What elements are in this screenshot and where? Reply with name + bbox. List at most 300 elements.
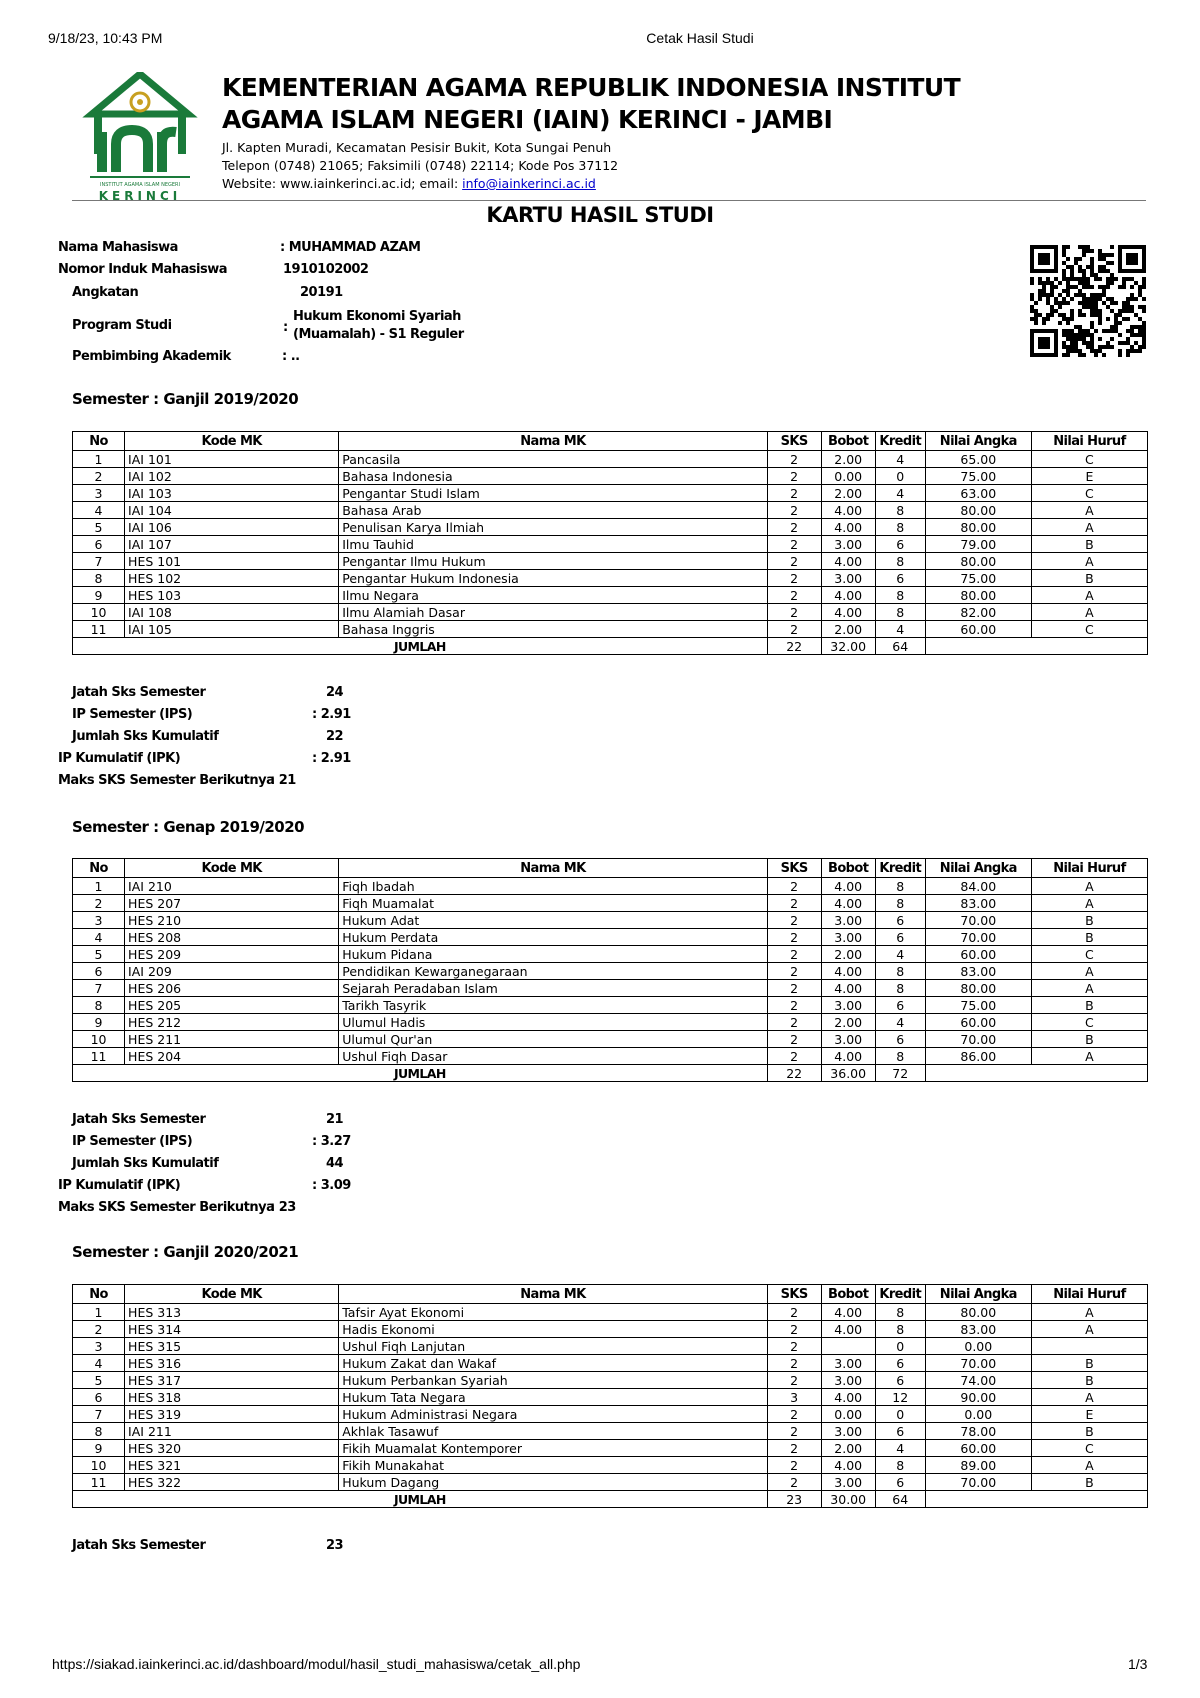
- table-cell: Ilmu Alamiah Dasar: [339, 604, 767, 621]
- table-cell: HES 211: [125, 1031, 339, 1048]
- column-header: Kode MK: [125, 859, 339, 878]
- table-cell: 5: [73, 946, 125, 963]
- table-cell: HES 210: [125, 912, 339, 929]
- table-row: [73, 587, 1148, 604]
- summary-label-maks: Maks SKS Semester Berikutnya: [58, 773, 275, 788]
- website-prefix: Website: www.iainkerinci.ac.id; email:: [222, 176, 463, 191]
- column-header: Kredit: [875, 1285, 925, 1304]
- table-row: [73, 519, 1148, 536]
- column-header: SKS: [767, 859, 821, 878]
- footer-url: https://siakad.iainkerinci.ac.id/dashboard/modul/hasil_studi_mahasiswa/cetak_all.php: [52, 1656, 581, 1672]
- table-cell: Hukum Perdata: [339, 929, 767, 946]
- table-header-row: [73, 859, 1148, 878]
- table-cell: 8: [875, 895, 925, 912]
- table-cell: 8: [875, 502, 925, 519]
- table-cell: A: [1031, 1389, 1147, 1406]
- table-cell: Hukum Tata Negara: [339, 1389, 767, 1406]
- summary-value-ipk: : 2.91: [312, 751, 351, 766]
- email-link[interactable]: info@iainkerinci.ac.id: [462, 176, 596, 191]
- table-cell: 6: [875, 570, 925, 587]
- table-cell: C: [1031, 451, 1147, 468]
- table-cell: IAI 102: [125, 468, 339, 485]
- table-cell: 4: [73, 502, 125, 519]
- table-cell: Fiqh Muamalat: [339, 895, 767, 912]
- table-cell: 2: [767, 604, 821, 621]
- table-cell: 4.00: [821, 980, 875, 997]
- table-cell: 4.00: [821, 895, 875, 912]
- table-cell: Hukum Perbankan Syariah: [339, 1372, 767, 1389]
- table-cell: 6: [875, 997, 925, 1014]
- table-cell: 2: [767, 963, 821, 980]
- table-cell: HES 313: [125, 1304, 339, 1321]
- table-cell: 3: [73, 485, 125, 502]
- institution-logo: [80, 72, 200, 204]
- table-cell: A: [1031, 878, 1147, 895]
- table-cell: Ushul Fiqh Dasar: [339, 1048, 767, 1065]
- table-cell: B: [1031, 536, 1147, 553]
- table-row: [73, 1474, 1148, 1491]
- total-bobot: 32.00: [821, 638, 875, 655]
- table-cell: 8: [875, 519, 925, 536]
- summary-label-jumlah_sks: Jumlah Sks Kumulatif: [72, 1156, 219, 1171]
- table-cell: B: [1031, 997, 1147, 1014]
- total-kredit: 64: [875, 1491, 925, 1508]
- table-cell: 7: [73, 980, 125, 997]
- table-cell: 2.00: [821, 1440, 875, 1457]
- table-cell: 80.00: [925, 587, 1031, 604]
- table-cell: 2: [767, 946, 821, 963]
- table-cell: HES 320: [125, 1440, 339, 1457]
- table-cell: 2: [767, 621, 821, 638]
- table-cell: 2: [767, 570, 821, 587]
- table-cell: A: [1031, 1457, 1147, 1474]
- table-cell: 8: [875, 878, 925, 895]
- table-cell: 4: [875, 451, 925, 468]
- total-empty-cell: [925, 1065, 1147, 1082]
- table-cell: 83.00: [925, 963, 1031, 980]
- table-cell: 2.00: [821, 485, 875, 502]
- column-header: Nilai Angka: [925, 859, 1031, 878]
- table-row: [73, 980, 1148, 997]
- table-cell: 8: [875, 1321, 925, 1338]
- table-cell: B: [1031, 1031, 1147, 1048]
- institution-website: [222, 176, 596, 191]
- table-cell: 8: [875, 963, 925, 980]
- logo-kerinci-text: KERINCI: [98, 189, 182, 203]
- table-total-row: [73, 638, 1148, 655]
- table-cell: Hukum Adat: [339, 912, 767, 929]
- table-cell: Hukum Administrasi Negara: [339, 1406, 767, 1423]
- summary-label-maks: Maks SKS Semester Berikutnya: [58, 1200, 275, 1215]
- table-cell: 80.00: [925, 1304, 1031, 1321]
- table-cell: 90.00: [925, 1389, 1031, 1406]
- table-row: [73, 621, 1148, 638]
- nim-label: Nomor Induk Mahasiswa: [58, 262, 227, 277]
- table-cell: 6: [875, 1474, 925, 1491]
- table-cell: Ilmu Negara: [339, 587, 767, 604]
- column-header: Bobot: [821, 859, 875, 878]
- table-cell: HES 207: [125, 895, 339, 912]
- table-cell: 2.00: [821, 621, 875, 638]
- total-sks: 22: [767, 1065, 821, 1082]
- table-cell: 4.00: [821, 1321, 875, 1338]
- table-row: [73, 895, 1148, 912]
- table-cell: A: [1031, 895, 1147, 912]
- table-cell: E: [1031, 1406, 1147, 1423]
- table-cell: C: [1031, 1014, 1147, 1031]
- table-cell: 70.00: [925, 912, 1031, 929]
- table-row: [73, 997, 1148, 1014]
- table-cell: 2: [767, 1304, 821, 1321]
- table-cell: Hukum Zakat dan Wakaf: [339, 1355, 767, 1372]
- table-cell: Akhlak Tasawuf: [339, 1423, 767, 1440]
- header-divider: [72, 200, 1146, 201]
- table-cell: 80.00: [925, 519, 1031, 536]
- table-cell: 3: [73, 912, 125, 929]
- table-cell: Pendidikan Kewarganegaraan: [339, 963, 767, 980]
- table-cell: A: [1031, 604, 1147, 621]
- table-cell: 2: [767, 587, 821, 604]
- nim-value: 1910102002: [283, 262, 369, 277]
- table-cell: 75.00: [925, 468, 1031, 485]
- table-row: [73, 929, 1148, 946]
- table-cell: 86.00: [925, 1048, 1031, 1065]
- table-cell: 4.00: [821, 502, 875, 519]
- table-cell: 8: [875, 587, 925, 604]
- table-cell: 4: [875, 485, 925, 502]
- table-cell: 2: [767, 451, 821, 468]
- table-cell: B: [1031, 929, 1147, 946]
- pa-label: Pembimbing Akademik: [72, 349, 231, 364]
- table-cell: 6: [73, 963, 125, 980]
- grades-table: [72, 858, 1148, 1082]
- total-bobot: 36.00: [821, 1065, 875, 1082]
- table-cell: HES 321: [125, 1457, 339, 1474]
- table-cell: HES 101: [125, 553, 339, 570]
- table-cell: 3.00: [821, 1355, 875, 1372]
- table-header-row: [73, 432, 1148, 451]
- table-cell: E: [1031, 468, 1147, 485]
- table-cell: A: [1031, 1321, 1147, 1338]
- column-header: Bobot: [821, 1285, 875, 1304]
- summary-value-ipk: : 3.09: [312, 1178, 351, 1193]
- prodi-value-line1: Hukum Ekonomi Syariah: [293, 309, 461, 324]
- prodi-label: Program Studi: [72, 318, 172, 333]
- table-cell: 2: [767, 1321, 821, 1338]
- logo-small-text: INSTITUT AGAMA ISLAM NEGERI: [100, 182, 180, 188]
- table-cell: 63.00: [925, 485, 1031, 502]
- table-cell: Ulumul Qur'an: [339, 1031, 767, 1048]
- table-cell: Bahasa Indonesia: [339, 468, 767, 485]
- table-cell: HES 102: [125, 570, 339, 587]
- table-cell: 60.00: [925, 1440, 1031, 1457]
- table-cell: HES 319: [125, 1406, 339, 1423]
- table-cell: 2: [767, 1048, 821, 1065]
- table-cell: 2: [767, 878, 821, 895]
- column-header: Kredit: [875, 859, 925, 878]
- table-cell: 3.00: [821, 997, 875, 1014]
- table-cell: 70.00: [925, 1474, 1031, 1491]
- table-cell: 2: [767, 1406, 821, 1423]
- summary-value-jumlah_sks: 22: [326, 729, 344, 744]
- institution-contact: Telepon (0748) 21065; Faksimili (0748) 22114; Kode Pos 37112: [222, 158, 619, 173]
- table-cell: IAI 210: [125, 878, 339, 895]
- table-cell: 4.00: [821, 1048, 875, 1065]
- table-cell: 3.00: [821, 1474, 875, 1491]
- institution-address: Jl. Kapten Muradi, Kecamatan Pesisir Bukit, Kota Sungai Penuh: [222, 140, 612, 155]
- column-header: Kode MK: [125, 1285, 339, 1304]
- table-cell: Hadis Ekonomi: [339, 1321, 767, 1338]
- jumlah-label: JUMLAH: [73, 1065, 768, 1082]
- angkatan-label: Angkatan: [72, 285, 139, 300]
- table-row: [73, 1440, 1148, 1457]
- table-cell: 10: [73, 1031, 125, 1048]
- table-cell: A: [1031, 980, 1147, 997]
- table-cell: HES 206: [125, 980, 339, 997]
- table-cell: 60.00: [925, 946, 1031, 963]
- table-cell: 6: [875, 536, 925, 553]
- table-cell: Bahasa Arab: [339, 502, 767, 519]
- summary-value-jatah: 23: [326, 1538, 344, 1553]
- table-cell: 8: [875, 1457, 925, 1474]
- total-kredit: 64: [875, 638, 925, 655]
- table-cell: A: [1031, 587, 1147, 604]
- table-cell: HES 314: [125, 1321, 339, 1338]
- table-row: [73, 1372, 1148, 1389]
- table-row: [73, 1457, 1148, 1474]
- table-cell: 2: [767, 1338, 821, 1355]
- table-cell: C: [1031, 1440, 1147, 1457]
- semester-title: Semester : Ganjil 2019/2020: [72, 390, 299, 408]
- table-row: [73, 1423, 1148, 1440]
- table-cell: 6: [875, 1372, 925, 1389]
- pa-value: : ..: [282, 349, 300, 364]
- table-row: [73, 1389, 1148, 1406]
- table-cell: 75.00: [925, 997, 1031, 1014]
- grades-table: [72, 1284, 1148, 1508]
- table-cell: 2: [767, 1457, 821, 1474]
- column-header: Nama MK: [339, 1285, 767, 1304]
- table-cell: 11: [73, 1474, 125, 1491]
- table-cell: Penulisan Karya Ilmiah: [339, 519, 767, 536]
- prodi-colon: :: [283, 320, 288, 335]
- semester-title: Semester : Genap 2019/2020: [72, 818, 305, 836]
- table-cell: 2: [767, 929, 821, 946]
- name-label: Nama Mahasiswa: [58, 240, 178, 255]
- table-cell: IAI 101: [125, 451, 339, 468]
- column-header: Nilai Angka: [925, 432, 1031, 451]
- table-cell: C: [1031, 485, 1147, 502]
- document-title: KARTU HASIL STUDI: [486, 203, 714, 227]
- table-cell: 12: [875, 1389, 925, 1406]
- table-cell: A: [1031, 502, 1147, 519]
- table-row: [73, 502, 1148, 519]
- table-cell: 10: [73, 604, 125, 621]
- table-cell: B: [1031, 1474, 1147, 1491]
- summary-value-maks: : 21: [270, 773, 296, 788]
- table-cell: HES 208: [125, 929, 339, 946]
- table-row: [73, 1014, 1148, 1031]
- table-cell: 0.00: [925, 1338, 1031, 1355]
- table-cell: IAI 106: [125, 519, 339, 536]
- table-cell: 6: [73, 536, 125, 553]
- column-header: No: [73, 432, 125, 451]
- summary-label-jumlah_sks: Jumlah Sks Kumulatif: [72, 729, 219, 744]
- table-cell: 0: [875, 1406, 925, 1423]
- table-cell: 3: [73, 1338, 125, 1355]
- table-row: [73, 536, 1148, 553]
- table-row: [73, 1338, 1148, 1355]
- table-cell: 1: [73, 878, 125, 895]
- table-cell: 78.00: [925, 1423, 1031, 1440]
- table-cell: 0.00: [925, 1406, 1031, 1423]
- table-row: [73, 1321, 1148, 1338]
- table-cell: 2: [767, 1372, 821, 1389]
- table-cell: 0: [875, 468, 925, 485]
- table-cell: 5: [73, 1372, 125, 1389]
- table-cell: HES 204: [125, 1048, 339, 1065]
- table-cell: 5: [73, 519, 125, 536]
- table-cell: 74.00: [925, 1372, 1031, 1389]
- table-cell: 2: [767, 1474, 821, 1491]
- total-sks: 22: [767, 638, 821, 655]
- table-cell: 6: [875, 1423, 925, 1440]
- table-cell: Pengantar Ilmu Hukum: [339, 553, 767, 570]
- column-header: No: [73, 859, 125, 878]
- table-cell: HES 315: [125, 1338, 339, 1355]
- jumlah-label: JUMLAH: [73, 1491, 768, 1508]
- table-cell: 8: [73, 570, 125, 587]
- table-cell: 60.00: [925, 1014, 1031, 1031]
- table-row: [73, 485, 1148, 502]
- column-header: SKS: [767, 1285, 821, 1304]
- table-cell: 9: [73, 1440, 125, 1457]
- table-cell: 83.00: [925, 1321, 1031, 1338]
- summary-label-ipk: IP Kumulatif (IPK): [58, 751, 181, 766]
- table-cell: 0: [875, 1338, 925, 1355]
- table-cell: Pengantar Hukum Indonesia: [339, 570, 767, 587]
- summary-label-jatah: Jatah Sks Semester: [72, 1538, 206, 1553]
- column-header: Nama MK: [339, 432, 767, 451]
- table-cell: HES 317: [125, 1372, 339, 1389]
- table-cell: 75.00: [925, 570, 1031, 587]
- table-cell: 2: [73, 1321, 125, 1338]
- table-row: [73, 451, 1148, 468]
- table-cell: Tarikh Tasyrik: [339, 997, 767, 1014]
- column-header: Nilai Huruf: [1031, 859, 1147, 878]
- total-kredit: 72: [875, 1065, 925, 1082]
- table-cell: 4.00: [821, 1457, 875, 1474]
- table-cell: 2: [767, 980, 821, 997]
- table-cell: A: [1031, 963, 1147, 980]
- table-cell: 80.00: [925, 553, 1031, 570]
- column-header: Nilai Huruf: [1031, 1285, 1147, 1304]
- table-row: [73, 1304, 1148, 1321]
- column-header: SKS: [767, 432, 821, 451]
- table-cell: 82.00: [925, 604, 1031, 621]
- table-cell: Sejarah Peradaban Islam: [339, 980, 767, 997]
- table-cell: Tafsir Ayat Ekonomi: [339, 1304, 767, 1321]
- table-cell: HES 316: [125, 1355, 339, 1372]
- table-cell: 8: [875, 553, 925, 570]
- table-cell: 2: [767, 1014, 821, 1031]
- column-header: Nilai Angka: [925, 1285, 1031, 1304]
- table-cell: 2: [767, 1440, 821, 1457]
- table-cell: 1: [73, 1304, 125, 1321]
- table-cell: 10: [73, 1457, 125, 1474]
- table-cell: 4: [875, 621, 925, 638]
- table-row: [73, 946, 1148, 963]
- table-row: [73, 604, 1148, 621]
- table-cell: 2: [767, 485, 821, 502]
- total-bobot: 30.00: [821, 1491, 875, 1508]
- table-cell: 6: [875, 1355, 925, 1372]
- table-cell: 2.00: [821, 1014, 875, 1031]
- print-datetime: 9/18/23, 10:43 PM: [48, 30, 163, 46]
- table-cell: IAI 103: [125, 485, 339, 502]
- table-cell: Pengantar Studi Islam: [339, 485, 767, 502]
- total-empty-cell: [925, 638, 1147, 655]
- table-row: [73, 468, 1148, 485]
- print-title-text: Cetak Hasil Studi: [646, 30, 754, 46]
- summary-value-jumlah_sks: 44: [326, 1156, 344, 1171]
- table-cell: 84.00: [925, 878, 1031, 895]
- table-cell: 2: [767, 536, 821, 553]
- table-cell: 60.00: [925, 621, 1031, 638]
- table-row: [73, 963, 1148, 980]
- column-header: Bobot: [821, 432, 875, 451]
- table-cell: 4.00: [821, 963, 875, 980]
- table-cell: 2: [767, 502, 821, 519]
- table-cell: 2: [767, 468, 821, 485]
- table-cell: 2: [767, 895, 821, 912]
- table-cell: 2: [73, 468, 125, 485]
- institution-name-line2: AGAMA ISLAM NEGERI (IAIN) KERINCI - JAMBI: [222, 105, 833, 134]
- summary-value-ips: : 2.91: [312, 707, 351, 722]
- table-cell: Ushul Fiqh Lanjutan: [339, 1338, 767, 1355]
- table-row: [73, 553, 1148, 570]
- summary-value-maks: : 23: [270, 1200, 296, 1215]
- table-cell: 6: [73, 1389, 125, 1406]
- table-cell: 8: [875, 1304, 925, 1321]
- table-cell: 80.00: [925, 980, 1031, 997]
- table-cell: IAI 108: [125, 604, 339, 621]
- table-cell: 0.00: [821, 1406, 875, 1423]
- column-header: Nama MK: [339, 859, 767, 878]
- table-cell: 2: [767, 1423, 821, 1440]
- table-cell: 6: [875, 1031, 925, 1048]
- column-header: Nilai Huruf: [1031, 432, 1147, 451]
- table-cell: 89.00: [925, 1457, 1031, 1474]
- summary-label-jatah: Jatah Sks Semester: [72, 1112, 206, 1127]
- table-cell: Fiqh Ibadah: [339, 878, 767, 895]
- total-empty-cell: [925, 1491, 1147, 1508]
- summary-label-jatah: Jatah Sks Semester: [72, 685, 206, 700]
- table-cell: 2.00: [821, 946, 875, 963]
- table-cell: HES 212: [125, 1014, 339, 1031]
- summary-value-jatah: 21: [326, 1112, 344, 1127]
- table-cell: B: [1031, 1355, 1147, 1372]
- summary-label-ips: IP Semester (IPS): [72, 707, 193, 722]
- table-cell: 2: [767, 553, 821, 570]
- table-cell: 8: [73, 1423, 125, 1440]
- table-cell: 79.00: [925, 536, 1031, 553]
- column-header: No: [73, 1285, 125, 1304]
- table-cell: Pancasila: [339, 451, 767, 468]
- name-value: : MUHAMMAD AZAM: [280, 240, 421, 255]
- table-cell: 65.00: [925, 451, 1031, 468]
- table-cell: 4.00: [821, 604, 875, 621]
